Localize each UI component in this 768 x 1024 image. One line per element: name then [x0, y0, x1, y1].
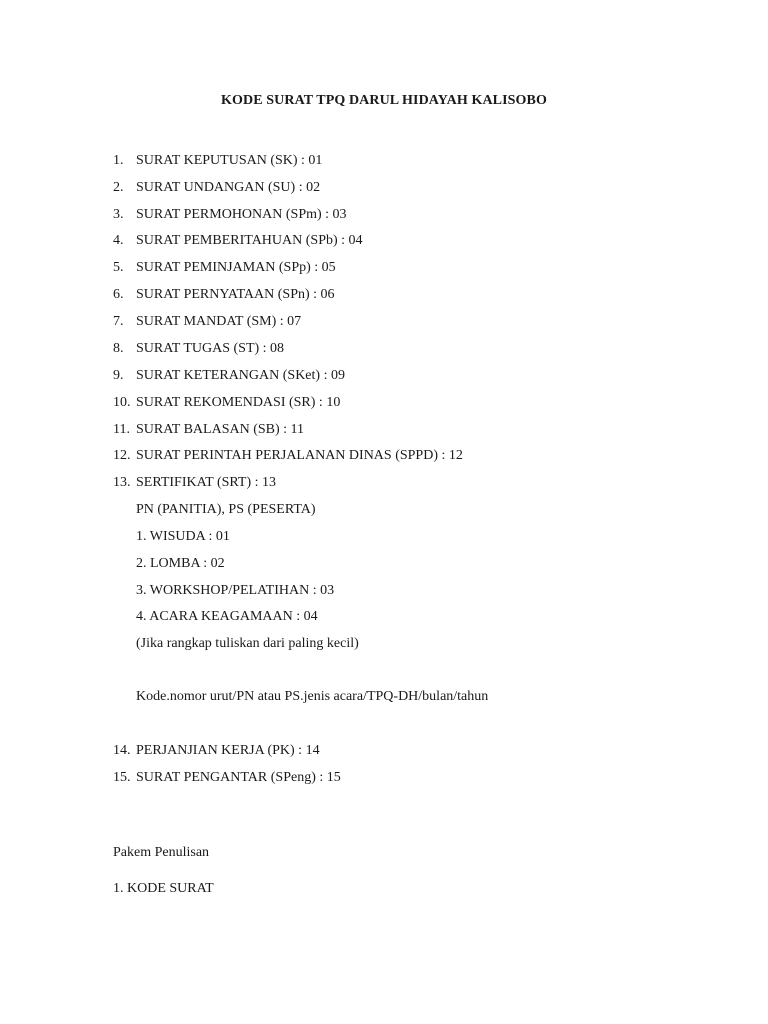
list-item-text: SERTIFIKAT (SRT) : 13: [136, 475, 277, 490]
list-item-number: 13.: [113, 475, 131, 490]
list-item-text: SURAT PERNYATAAN (SPn) : 06: [136, 287, 335, 302]
document-title: KODE SURAT TPQ DARUL HIDAYAH KALISOBO: [221, 93, 547, 108]
certificate-sub-item: 1. WISUDA : 01: [136, 529, 230, 544]
list-item-number: 9.: [113, 368, 124, 383]
certificate-sub-item: 2. LOMBA : 02: [136, 556, 225, 571]
list-item-number: 15.: [113, 770, 131, 785]
list-item-text: SURAT KEPUTUSAN (SK) : 01: [136, 153, 323, 168]
list-item-number: 5.: [113, 260, 124, 275]
list-item-text: SURAT PEMBERITAHUAN (SPb) : 04: [136, 233, 363, 248]
certificate-intro: PN (PANITIA), PS (PESERTA): [136, 502, 316, 517]
list-item-text: SURAT PENGANTAR (SPeng) : 15: [136, 770, 341, 785]
list-item-number: 12.: [113, 448, 131, 463]
list-item-text: SURAT KETERANGAN (SKet) : 09: [136, 368, 345, 383]
list-item-text: SURAT TUGAS (ST) : 08: [136, 341, 285, 356]
certificate-sub-item: 4. ACARA KEAGAMAAN : 04: [136, 609, 318, 624]
list-item-text: PERJANJIAN KERJA (PK) : 14: [136, 743, 320, 758]
list-item-text: SURAT MANDAT (SM) : 07: [136, 314, 302, 329]
list-item-number: 6.: [113, 287, 124, 302]
certificate-sub-item: 3. WORKSHOP/PELATIHAN : 03: [136, 583, 335, 598]
certificate-note: (Jika rangkap tuliskan dari paling kecil): [136, 636, 359, 651]
list-item-text: SURAT PEMINJAMAN (SPp) : 05: [136, 260, 336, 275]
pakem-item: 1. KODE SURAT: [113, 881, 214, 896]
list-item-number: 8.: [113, 341, 124, 356]
list-item-number: 3.: [113, 207, 124, 222]
list-item-text: SURAT UNDANGAN (SU) : 02: [136, 180, 321, 195]
list-item-number: 7.: [113, 314, 124, 329]
list-item-number: 4.: [113, 233, 124, 248]
list-item-text: SURAT REKOMENDASI (SR) : 10: [136, 395, 341, 410]
list-item-text: SURAT PERMOHONAN (SPm) : 03: [136, 207, 347, 222]
list-item-number: 10.: [113, 395, 131, 410]
list-item-number: 14.: [113, 743, 131, 758]
list-item-text: SURAT PERINTAH PERJALANAN DINAS (SPPD) : 12: [136, 448, 463, 463]
list-item-number: 11.: [113, 422, 130, 437]
list-item-number: 2.: [113, 180, 124, 195]
pakem-heading: Pakem Penulisan: [113, 845, 210, 860]
list-item-text: SURAT BALASAN (SB) : 11: [136, 422, 305, 437]
certificate-format: Kode.nomor urut/PN atau PS.jenis acara/TPQ-DH/bulan/tahun: [136, 689, 489, 704]
list-item-number: 1.: [113, 153, 124, 168]
